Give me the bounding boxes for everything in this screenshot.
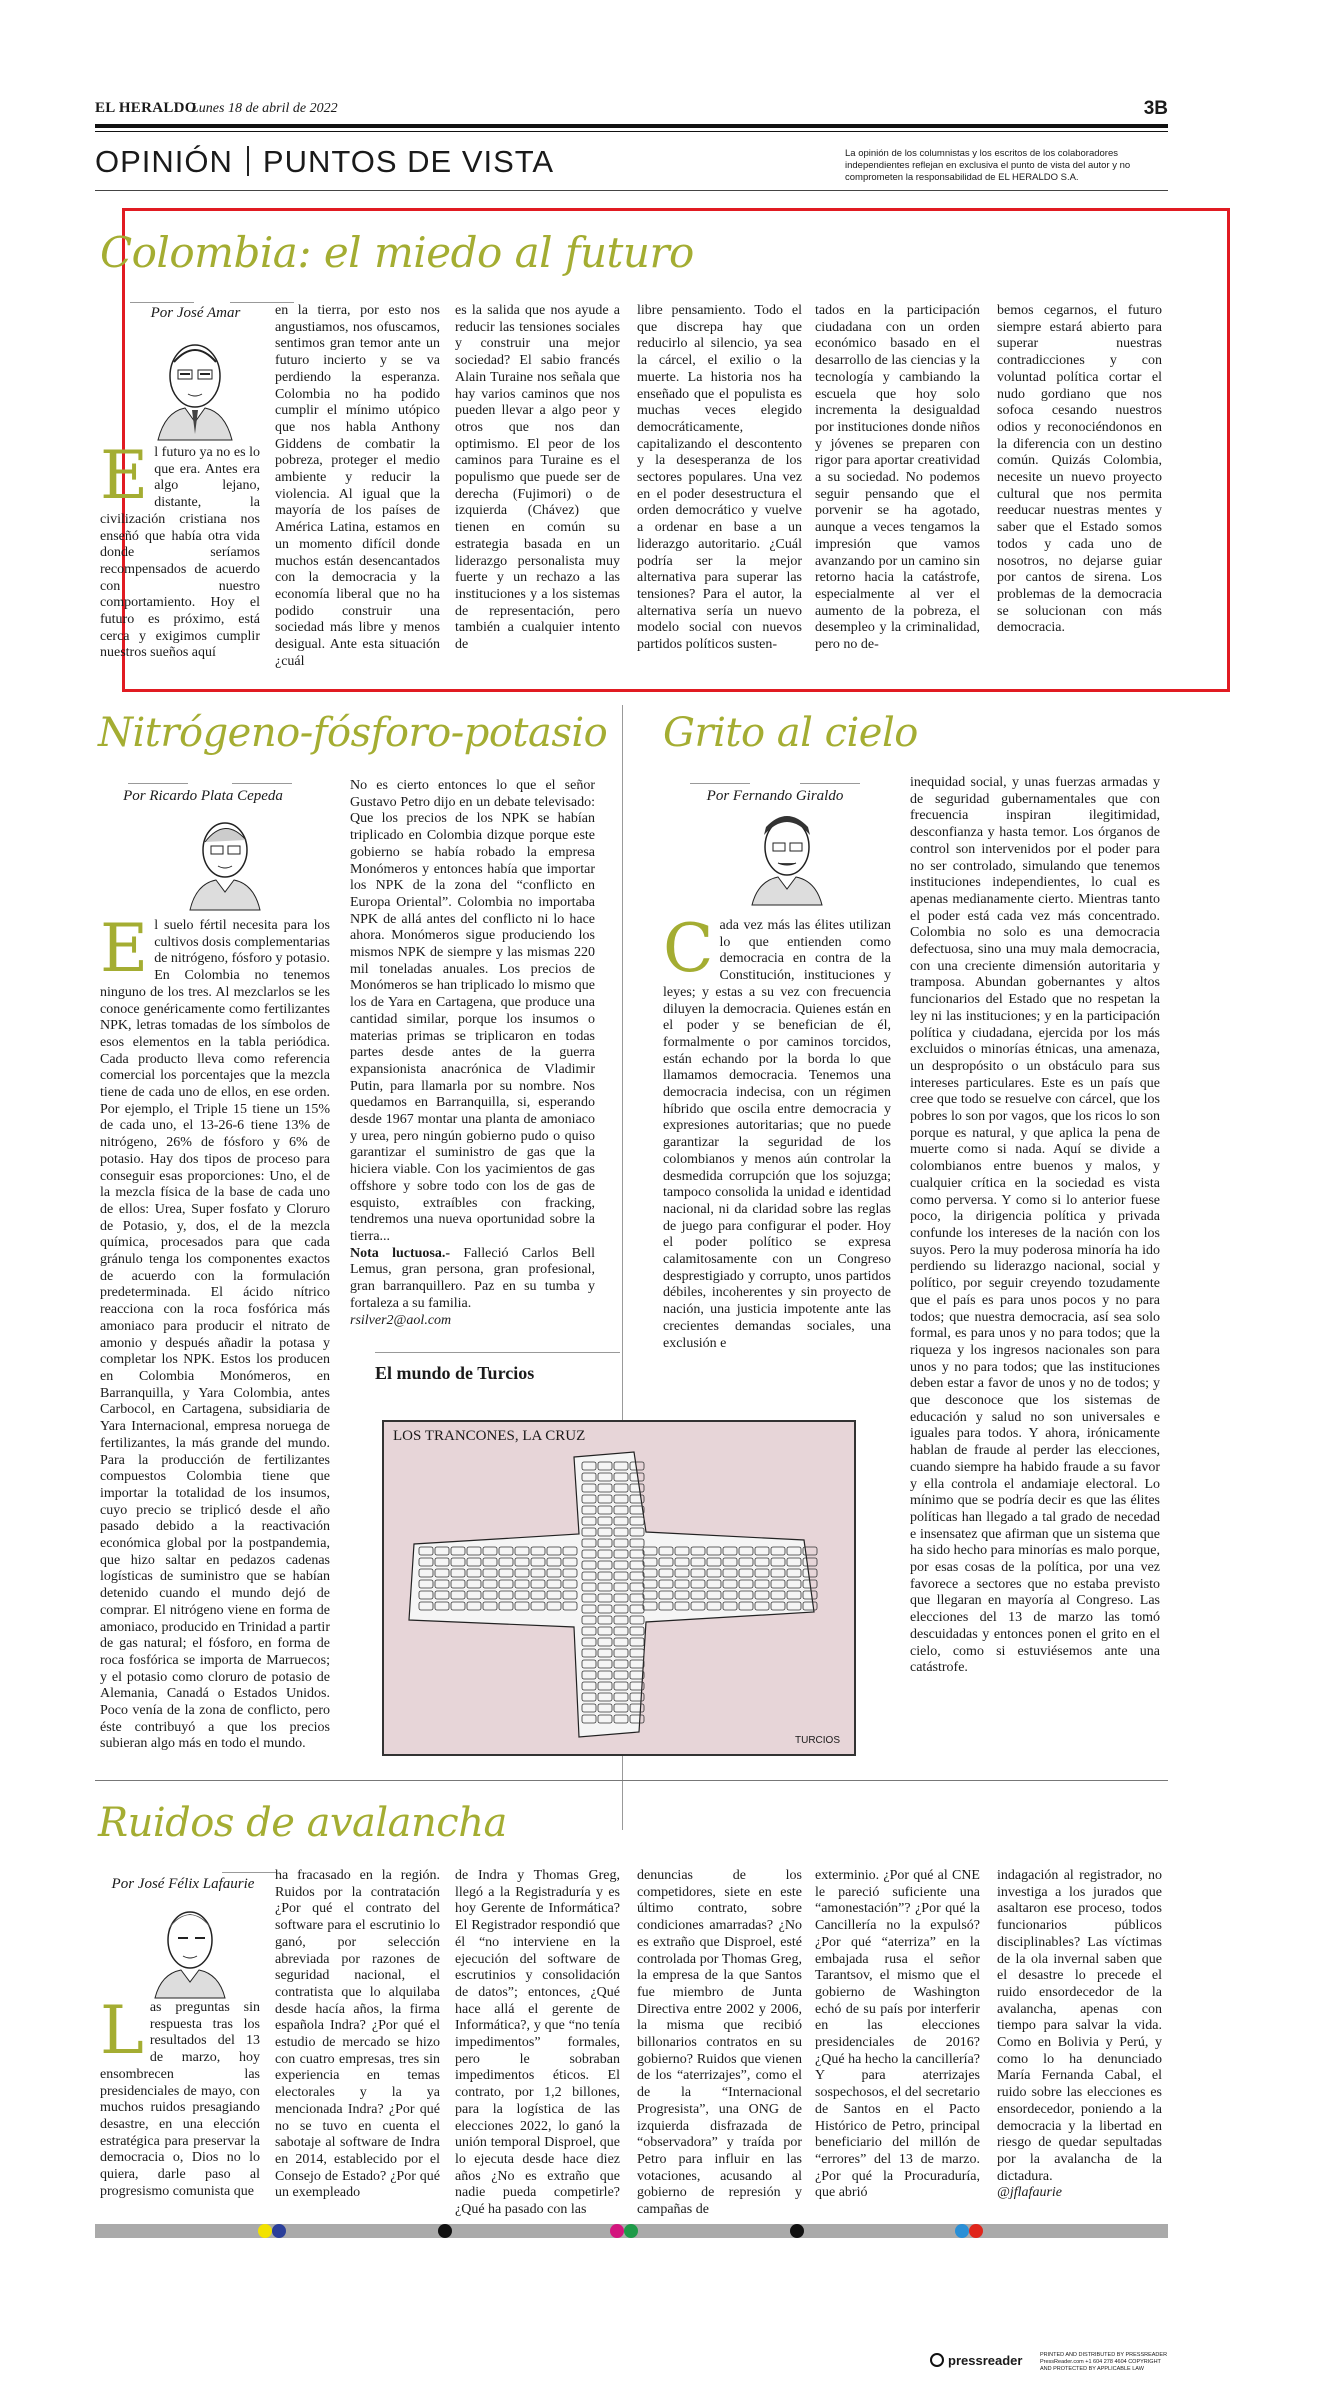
column-text: ada vez más las élites utilizan lo que entienden como democracia en contra de la Constitución, instituciones y leyes; y estas a su vez con frecuencia diluyen la democracia. Quienes están en el poder y se benefician de él, formalmente o por caminos torcidos, están echando por la borda lo que llamamos democracia. Tenemos una democracia indecisa, con un régimen híbrido que oscila entre democracia y expresiones autoritarias; que no puede garantizar la seguridad de los colombianos y menos aún controlar la desmedida corrupción que los sojuzga; tampoco consolida la unidad e identidad nacional, ni da claridad sobre las reglas de juego para configurar el poder. Hoy el poder político se expresa calamitosamente con un Congreso desprestigiado y corrupto, unos partidos débiles, incoherentes y sin proyecto de nación, una justicia impotente ante las crecientes demandas sociales, una exclusión e: [663, 918, 891, 1351]
pressreader-logo: [930, 2353, 1022, 2368]
article-column-1: [100, 437, 260, 665]
byline-rule-right: [800, 783, 860, 784]
article-separator: [95, 1780, 1168, 1781]
registration-dot-black: [790, 2224, 804, 2238]
cartoon-section-title: El mundo de Turcios: [375, 1363, 535, 1383]
page-header: [95, 98, 1168, 120]
byline-rule-right: [232, 783, 292, 784]
drop-cap: L: [100, 1992, 144, 2069]
article-column-2: en la tierra, por esto nos angustiamos, nos ofuscamos, sentimos gran temor ante un futuro incierto y se va perdiendo la esperanza. Colombia no ha podido cumplir el mínimo utópico que nos habla Anthony Giddens de combatir la pobreza, proteger el medio ambiente y reducir la violencia. Al igual que la mayoría de los países de América Latina, estamos en un momento difícil donde muchos están desencantados con la democracia y la economía liberal que no ha podido construir una sociedad más libre y menos desigual. Ante esta situación ¿cuál: [275, 303, 440, 669]
section-title: [95, 144, 554, 180]
registration-dot-cyan: [955, 2224, 969, 2238]
author-handle: @jflafaurie: [997, 2185, 1062, 2201]
registration-dot-magenta: [610, 2224, 624, 2238]
section-right: PUNTOS DE VISTA: [262, 144, 555, 179]
article-column-6: [997, 1868, 1162, 2201]
issue-date: Lunes 18 de abril de 2022: [191, 101, 338, 116]
cartoon-rule: [375, 1352, 620, 1353]
article-column-1: [100, 910, 330, 1760]
column-text: l futuro ya no es lo que era. Antes era algo lejano, distante, la civilización cristiana nos enseñó que había otra vida donde seríamos recompensados de acuerdo con nuestro comportamiento. Hoy el futuro es próximo, está cerca y exigimos cumplir nuestros sueños aquí: [100, 445, 260, 661]
editorial-disclaimer: La opinión de los columnistas y los escritos de los colaboradores independientes reflejan en exclusiva el punto de vista del autor y no comprometen la responsabilidad de EL HERALDO S.A.: [845, 148, 1131, 183]
newspaper-name: EL HERALDO: [95, 100, 197, 116]
author-portrait-icon: [742, 805, 832, 905]
byline-rule-left: [130, 302, 194, 303]
header-rule-thin: [95, 131, 1168, 132]
cartoonist-signature: TURCIOS: [795, 1735, 840, 1746]
article-column-1: [663, 910, 891, 1463]
article-column-4: denuncias de los competidores, siete en este último contrato, sobre condiciones amarradas? ¿No es extraño que Disproel, esté controlada por Thomas Greg, la empresa de la que Santos fue miembro de Junta Directiva entre 2002 y 2006, la misma que recibió billonarios contratos en su gobierno? Ruidos que vienen de los “aterrizajes”, como el de la “Internacional Progresista”, una ONG de izquierda disfrazada de “observadora” y traída por Petro para influir en las votaciones, acusando al gobierno de represión y campañas de: [637, 1868, 802, 2218]
registration-dot-blue: [272, 2224, 286, 2238]
article-column-3: es la salida que nos ayude a reducir las tensiones sociales y construir una mejor sociedad? El sabio francés Alain Turaine nos señala que hay varios caminos que nos pueden llevar a algo peor y otros que nos dan optimismo. El peor de los caminos para Turaine es el populismo que puede ser de derecha (Fujimori) o de izquierda (Chávez) que tienen en común su estrategia basada en un liderazgo personalista muy fuerte y un rechazo a las instituciones y a los sistemas de representación, pero también a cualquier intento de: [455, 303, 620, 653]
column-text: indagación al registrador, no investiga a los jurados que asaltaron ese proceso, todos funcionarios públicos disciplinables? Las víctimas de la ola invernal saben que el desastre lo precede el ruido ensordecedor de la avalancha, apenas con tiempo para salvar la vida. Como en Bolivia y Perú, y como lo ha denunciado María Fernanda Cabal, el ruido sobre las elecciones es ensordecedor, poniendo a la democracia y la libertad en riesgo de quedar sepultadas por la avalancha de la dictadura.: [997, 1868, 1162, 2184]
article-title: Grito al cielo: [663, 710, 918, 756]
registration-dot-red: [969, 2224, 983, 2238]
article-column-5: exterminio. ¿Por qué al CNE le pareció suficiente una “amonestación”? ¿Por qué la Cancillería no la expulsó? ¿Por qué “aterriza” en la embajada rusa el señor Tarantsov, el mismo que el gobierno de Washington echó de su país por interferir en las elecciones presidenciales de 2016? ¿Qué ha hecho la cancillería? Y para aterrizajes sospechosos, el del secretario de Santos en el Pacto Histórico de Petro, principal beneficiario del millón de “errores” del 13 de marzo. ¿Por qué la Procuraduría, que abrió: [815, 1868, 980, 2201]
article-column-6: bemos cegarnos, el futuro siempre estará abierto para superar nuestras contradicciones y con voluntad política cortar el nudo gordiano que nos sofoca cesando nuestros odios y reconociéndonos en la diferencia con un destino común. Quizás Colombia, necesite un nuevo proyecto cultural que nos permita reeducar nuestras mentes y saber que el Estado somos todos y cada uno de nosotros, no dejarse guiar por cantos de sirena. Los problemas de la democracia se solucionan con más democracia.: [997, 303, 1162, 636]
author-portrait-icon: [180, 810, 270, 910]
section-left: OPINIÓN: [95, 144, 233, 179]
editorial-cartoon: [382, 1420, 856, 1756]
note-label: Nota luctuosa.-: [350, 1245, 451, 1261]
article-column-2: inequidad social, y unas fuerzas armadas y de seguridad gubernamentales que con frecuencia inspiran ilegitimidad, desconfianza y hasta temor. Los órganos de control son intervenidos por el poder para no ser controlado, simulando que tenemos instituciones independientes, lo cual es apenas medianamente cierto. Mientras tanto el poder está cada vez más concentrado. Colombia no solo es una democracia defectuosa, sino una muy mala democracia, con una creciente dimensión autoritaria y tramposa. Abundan gobernantes y altos funcionarios del Estado que no respetan la ley ni las instituciones; y en la participación política y ciudadana, ejercida por los más excluidos o minorías étnicas, una amenaza, un despropósito o un obstáculo para sus intereses particulares. Este es un país que cree que todo se resuelve con cárcel, que los pobres lo son por vagos, que los ricos lo son porque es natural, y que aplica la pena de muerte como si nada. Aquí se divide a colombianos entre buenos y malos, y cualquier crítica en la sociedad es vista como perversa. Y como si lo anterior fuese poco, la dirigencia política y privada confunde los intereses de la nación con los suyos. Pero la muy poderosa minoría ha ido perdiendo su liderazgo nacional, social y político, por seguir creyendo tozudamente que el país es para unos pocos y no para todos; que nuestra democracia, así sea solo formal, es para unos y no para todos; que la riqueza y los ingresos nacionales son para unos y no para todos; que las instituciones deben estar a favor de unos y no de todos; y que desconoce que los sistemas de educación y salud no son universales e iguales para todos. Y ahora, irónicamente hablan de fraude al perder las elecciones, cuando siempre ha habido fraude a su favor y ella controla el andamiaje electoral. Lo mínimo que se podría decir es que las élites políticas han llegado a tal grado de necedad e insensatez que afirman que un sistema que ha sido hecho para minorías es malo porque, por esas cosas de la política, por una vez favorece a sectores que no estaba previsto que llegaran en mayoría al Congreso. Las elecciones del 13 de marzo las tomó descuidadas y entonces ponen el grito en el cielo, como si estuviésemos ante una catástrofe.: [910, 775, 1160, 1676]
drop-cap: C: [663, 910, 714, 987]
registration-dot-black: [438, 2224, 452, 2238]
article-byline: Por Ricardo Plata Cepeda: [123, 788, 283, 804]
header-rule: [95, 124, 1168, 128]
author-email: rsilver2@aol.com: [350, 1312, 452, 1328]
article-column-2: ha fracasado en la región. Ruidos por la contratación ¿Por qué el contrato del software para el escrutinio lo ganó, por selección abreviada por razones de seguridad nacional, el contratista que lo alquilaba desde hacía años, la firma española Indra? ¿Por qué el estudio de mercado se hizo con cuatro empresas, tres sin experiencia en temas electorales y la ya mencionada Indra? ¿Por qué no se tuvo en cuenta el sabotaje al software de Indra en 2014, establecido por el Consejo de Estado? ¿Por qué un exempleado: [275, 1868, 440, 2201]
article-column-5: tados en la participación ciudadana con un orden económico basado en el desarrollo de las ciencias y la tecnología y cambiando la escuela que hoy solo incrementa la desigualdad por instituciones donde niños y jóvenes se preparen con rigor para aportar creatividad a su sociedad. No podemos seguir pensando que el porvenir se ha agotado, aunque a veces tengamos la impresión que vamos avanzando por un camino sin retorno hacia la catástrofe, especialmente al ver el aumento de la pobreza, el desempleo y la criminalidad, pero no de-: [815, 303, 980, 653]
cartoon-caption: LOS TRANCONES, LA CRUZ: [393, 1428, 586, 1444]
author-portrait-icon: [140, 330, 250, 440]
section-rule: [95, 190, 1168, 191]
byline-rule-left: [128, 783, 188, 784]
drop-cap: E: [100, 910, 149, 987]
article-byline: Por José Félix Lafaurie: [111, 1876, 255, 1892]
article-byline: Por José Amar: [150, 305, 241, 321]
byline-rule-left: [690, 783, 750, 784]
article-title: Nitrógeno-fósforo-potasio: [98, 710, 608, 756]
pressreader-label: pressreader: [948, 2353, 1023, 2368]
column-text: as preguntas sin respuesta tras los resultados del 13 de marzo, hoy ensombrecen las presidenciales de mayo, con muchos ruidos presagiando desastre, en una elección estratégica para preservar la democracia o, Dios no lo quiera, darle paso al progresismo comunista que: [100, 2000, 260, 2199]
article-column-4: libre pensamiento. Todo el que discrepa hay que reducirlo al silencio, ya sea la cárcel, el exilio o la muerte. La historia nos ha enseñado que el populista es muchas veces elegido democráticamente, capitalizando el descontento y la desesperanza de los sectores populares. Una vez en el poder desestructura el orden democrático y vuelve a ordenar en base a un liderazgo autoritario. ¿Cuál podría ser la mejor alternativa para superar las tensiones? Para el autor, la alternativa sería un nuevo modelo social con nuevos partidos políticos susten-: [637, 303, 802, 653]
note-text: Falleció Carlos Bell Lemus, gran persona, gran profesional, gran barranquillero. Paz en su tumba y fortaleza a su familia.: [350, 1245, 595, 1311]
byline-rule-right: [222, 1872, 277, 1873]
page-number: 3B: [1143, 98, 1168, 119]
article-title: Colombia: el miedo al futuro: [100, 228, 694, 277]
section-divider: [247, 146, 249, 176]
article-title: Ruidos de avalancha: [98, 1800, 507, 1846]
pressreader-fine-print: PRINTED AND DISTRIBUTED BY PRESSREADER PressReader.com +1 604 278 4604 COPYRIGHT AND PROTECTED BY APPLICABLE LAW: [1040, 2352, 1168, 2372]
registration-dot-yellow: [258, 2224, 272, 2238]
column-text: l suelo fértil necesita para los cultivos dosis complementarias de nitrógeno, fósforo y potasio. En Colombia no tenemos ninguno de los tres. Al mezclarlos se les conoce genéricamente como fertilizantes NPK, letras tomadas de los símbolos de esos elementos en la tabla periódica. Cada producto lleva como referencia comercial los porcentajes que la mezcla tiene de cada uno de ellos, en ese orden. Por ejemplo, el Triple 15 tiene un 15% de cada uno, el 13-26-6 tiene 13% de nitrógeno, 26% de fósforo y 6% de potasio. Hay dos tipos de proceso para conseguir esas proporciones: Uno, el de la mezcla física de la base de cada uno de ellos: Urea, Super fosfato y Cloruro de Potasio, y, dos, el de la mezcla química, procesados para que cada gránulo tenga los componentes exactos de acuerdo con la formulación predeterminada. El ácido nítrico reacciona con la roca fosfórica más amoniaco para producir el nitrato de amonio y después añadir la potasa y completar los NPK. Estos los producen en Colombia Monómeros, en Barranquilla, y Yara Colombia, antes Carbocol, en Cartagena, subsidiaria de Yara Internacional, empresa noruega de fertilizantes, la más grande del mundo. Para la producción de fertilizantes compuestos Colombia tiene que importar la totalidad de los insumos, cuyo precio se triplicó desde el año pasado debido a la reactivación económica global por la postpandemia, que hizo saltar en pedazos cadenas logísticas de suministro que se habían detenido cuando el mundo dejó de comprar. El nitrógeno viene en forma de amoniaco, producido en Trinidad a partir de gas natural; el fósforo, en forma de roca fosfórica se importa de Marruecos; y el potasio como cloruro de potasio de Alemania, Canadá o Estados Unidos. Poco venía de la zona de conflicto, pero éste contribuyó a que los precios subieran algo más en todo el mundo.: [100, 918, 330, 1752]
article-column-2: [350, 778, 595, 1328]
article-column-1: [100, 1992, 260, 2205]
column-text: No es cierto entonces lo que el señor Gustavo Petro dijo en un debate televisado: Que los precios de los NPK se habían triplicado en Colombia dizque porque este gobierno se había robado la empresa Monómeros y entonces había que importar los NPK de la zona del “conflicto en Europa Oriental”. Colombia no importaba NPK de allá antes del conflicto ni lo hace ahora. Monómeros sigue produciendo los mismos NPK de siempre y las mismas 220 mil toneladas anuales. Los precios de Monómeros se han triplicado lo mismo que los de Yara en Cartagena, que produce una cantidad similar, porque los insumos o materias primas se triplicaron en todas partes desde antes de la guerra expansionista anacrónica de Vladimir Putin, para llamarla por su nombre. Nos quedamos en Barranquilla, si, esperando desde 1967 montar una planta de amoniaco y urea, pero ningún gobierno pudo o quiso garantizar el suministro de gas que la hiciera viable. Con los yacimientos de gas offshore y sobre todo con los de gas de esquisto, extraíbles con fracking, tendremos una nueva oportunidad sobre la tierra...: [350, 778, 595, 1244]
pressreader-icon: [930, 2353, 944, 2367]
article-byline: Por Fernando Giraldo: [706, 788, 844, 804]
article-column-3: de Indra y Thomas Greg, llegó a la Registraduría y es hoy Gerente de Informática? El Registrador respondió que él “no interviene en la ejecución del software de escrutinios y consolidación de datos”; entonces, ¿Qué hace allá el gerente de Informática?, y que “no tenía impedimentos” formales, pero le sobraban impedimentos éticos. El contrato, por 1,2 billones, para la logística de las elecciones 2022, lo ganó la unión temporal Disproel, que lo ejecuta desde hace diez años ¿No es extraño que nadie pueda competirle? ¿Qué ha pasado con las: [455, 1868, 620, 2218]
author-portrait-icon: [145, 1898, 235, 1998]
cartoon-drawing: [384, 1422, 854, 1754]
registration-dot-green: [624, 2224, 638, 2238]
drop-cap: E: [100, 437, 149, 514]
